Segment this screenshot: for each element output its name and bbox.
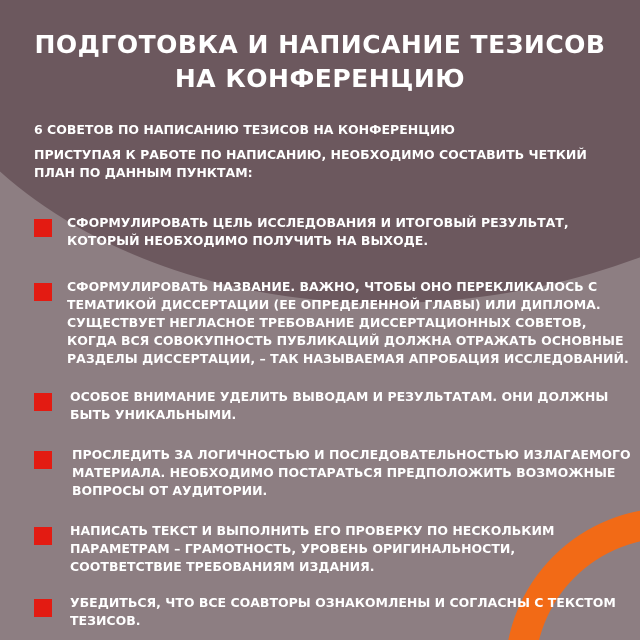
intro-text: ПРИСТУПАЯ К РАБОТЕ ПО НАПИСАНИЮ, НЕОБХОДИМО СОСТАВИТЬ ЧЕТКИЙ ПЛАН ПО ДАННЫМ ПУНКТАМ:	[34, 147, 587, 180]
red-square-bullet-icon	[34, 599, 52, 617]
subtitle: 6 СОВЕТОВ ПО НАПИСАНИЮ ТЕЗИСОВ НА КОНФЕРЕНЦИЮ	[34, 122, 455, 137]
red-square-bullet-icon	[34, 283, 52, 301]
tip-text: СФОРМУЛИРОВАТЬ НАЗВАНИЕ. ВАЖНО, ЧТОБЫ ОНО ПЕРЕКЛИКАЛОСЬ С ТЕМАТИКОЙ ДИССЕРТАЦИИ (ЕЕ ОПРЕДЕЛЕННОЙ ГЛАВЫ) ИЛИ ДИПЛОМА. СУЩЕСТВУЕТ НЕГЛАСНОЕ ТРЕБОВАНИЕ ДИССЕРТАЦИОННЫХ СОВЕТОВ, КОГДА ВСЯ СОВОКУПНОСТЬ ПУБЛИКАЦИЙ ДОЛЖНА ОТРАЖАТЬ ОСНОВНЫЕ РАЗДЕЛЫ ДИССЕРТАЦИИ, – ТАК НАЗЫВАЕМАЯ АПРОБАЦИЯ ИССЛЕДОВАНИЙ.	[67, 279, 629, 366]
red-square-bullet-icon	[34, 451, 52, 469]
tip-text: УБЕДИТЬСЯ, ЧТО ВСЕ СОАВТОРЫ ОЗНАКОМЛЕНЫ И СОГЛАСНЫ С ТЕКСТОМ ТЕЗИСОВ.	[70, 595, 616, 628]
page-title	[20, 28, 620, 96]
red-square-bullet-icon	[34, 219, 52, 237]
title-line-2: НА КОНФЕРЕНЦИЮ	[174, 64, 466, 93]
title-line-1: ПОДГОТОВКА И НАПИСАНИЕ ТЕЗИСОВ	[34, 30, 606, 59]
tip-text: ПРОСЛЕДИТЬ ЗА ЛОГИЧНОСТЬЮ И ПОСЛЕДОВАТЕЛЬНОСТЬЮ ИЗЛАГАЕМОГО МАТЕРИАЛА. НЕОБХОДИМО ПОСТАРАТЬСЯ ПРЕДПОЛОЖИТЬ ВОЗМОЖНЫЕ ВОПРОСЫ ОТ АУДИТОРИИ.	[72, 447, 631, 498]
tip-text: ОСОБОЕ ВНИМАНИЕ УДЕЛИТЬ ВЫВОДАМ И РЕЗУЛЬТАТАМ. ОНИ ДОЛЖНЫ БЫТЬ УНИКАЛЬНЫМИ.	[70, 389, 609, 422]
tip-text: СФОРМУЛИРОВАТЬ ЦЕЛЬ ИССЛЕДОВАНИЯ И ИТОГОВЫЙ РЕЗУЛЬТАТ, КОТОРЫЙ НЕОБХОДИМО ПОЛУЧИТЬ НА ВЫХОДЕ.	[67, 215, 569, 248]
red-square-bullet-icon	[34, 393, 52, 411]
tip-text: НАПИСАТЬ ТЕКСТ И ВЫПОЛНИТЬ ЕГО ПРОВЕРКУ ПО НЕСКОЛЬКИМ ПАРАМЕТРАМ – ГРАМОТНОСТЬ, УРОВЕНЬ ОРИГИНАЛЬНОСТИ, СООТВЕТСТВИЕ ТРЕБОВАНИЯМ ИЗДАНИЯ.	[70, 523, 555, 574]
red-square-bullet-icon	[34, 527, 52, 545]
